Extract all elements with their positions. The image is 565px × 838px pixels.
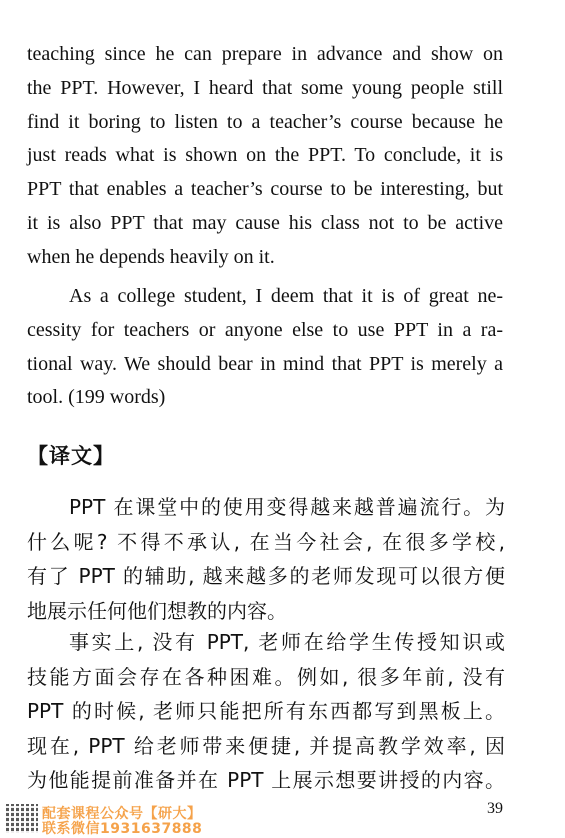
text-line: just reads what is shown on the PPT. To conclude, it is: [27, 144, 503, 167]
text-line: teaching since he can prepare in advance and show on: [27, 43, 503, 65]
text-line: 技能方面会存在各种困难。例如, 很多年前, 没有: [27, 664, 505, 689]
text-line: PPT 在课堂中的使用变得越来越普遍流行。为: [69, 495, 505, 519]
text-line: find it boring to listen to a teacher’s course because he: [27, 110, 503, 133]
text-line: tional way. We should bear in mind that PPT is merely a: [27, 352, 503, 375]
text-line: cessity for teachers or anyone else to use PPT in a ra-: [27, 318, 503, 341]
watermark-line-2: 联系微信1931637888: [42, 821, 203, 837]
english-paragraph-1: [27, 38, 503, 275]
section-heading-translation: 【译文】: [27, 444, 115, 468]
text-line: PPT 的时候, 老师只能把所有东西都写到黑板上。: [27, 699, 505, 724]
text-line: it is also PPT that may cause his class not to be active: [27, 211, 503, 234]
chinese-paragraph-2: [27, 625, 505, 798]
watermark-line-1: 配套课程公众号【研大】: [42, 806, 202, 822]
chinese-paragraph-1: [27, 490, 505, 628]
qr-code-icon: [6, 804, 38, 833]
text-line: when he depends heavily on it.: [27, 245, 275, 268]
text-line: PPT that enables a teacher’s course to be interesting, but: [27, 178, 503, 201]
text-line: the PPT. However, I heard that some young people still: [27, 76, 503, 99]
text-line: 地展示任何他们想教的内容。: [27, 598, 287, 623]
page-number: 39: [487, 800, 503, 817]
text-line: As a college student, I deem that it is of great ne-: [69, 285, 503, 307]
text-line: 为他能提前准备并在 PPT 上展示想要讲授的内容。: [27, 768, 505, 793]
text-line: 现在, PPT 给老师带来便捷, 并提高教学效率, 因: [27, 733, 505, 758]
text-line: 什么呢? 不得不承认, 在当今社会, 在很多学校,: [27, 529, 505, 554]
text-line: tool. (199 words): [27, 386, 166, 409]
text-line: 事实上, 没有 PPT, 老师在给学生传授知识或: [69, 630, 505, 654]
english-paragraph-2: [27, 280, 503, 415]
text-line: 有了 PPT 的辅助, 越来越多的老师发现可以很方便: [27, 564, 505, 589]
